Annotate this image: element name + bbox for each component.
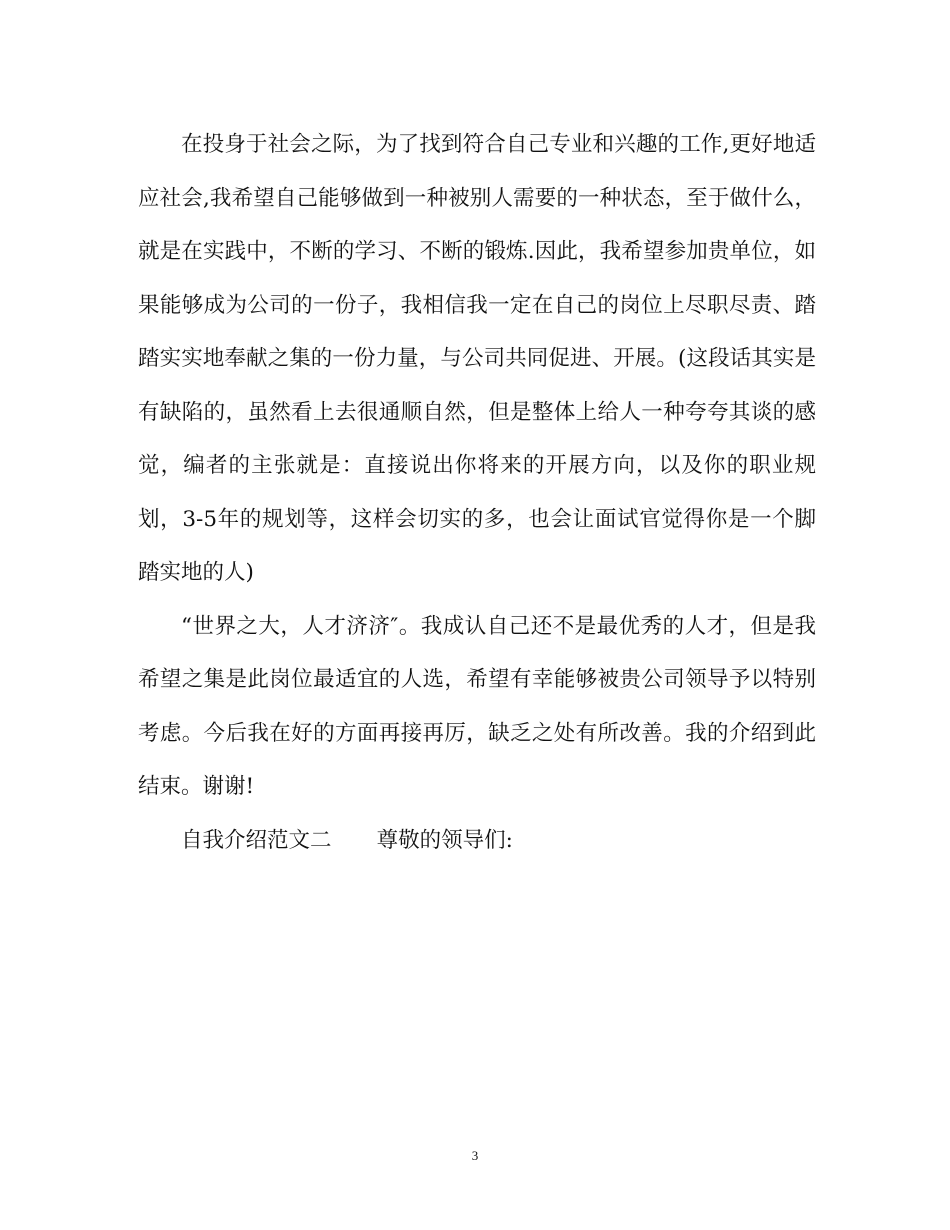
paragraph-1: 在投身于社会之际，为了找到符合自己专业和兴趣的工作,更好地适应社会,我希望自己能够做到一种被别人需要的一种状态，至于做什么，就是在实践中，不断的学习、不断的锻炼.因此，我希望参加贵单位，如果能够成为公司的一份子，我相信我一定在自己的岗位上尽职尽责、踏踏实实地奉献之集的一份力量，与公司共同促进、开展。(这段话其实是有缺陷的，虽然看上去很通顺自然，但是整体上给人一种夸夸其谈的感觉，编者的主张就是：直接说出你将来的开展方向，以及你的职业规划，3-5年的规划等，这样会切实的多，也会让面试官觉得你是一个脚踏实地的人)	[138, 132, 816, 585]
body-text	[138, 118, 816, 867]
section-title: 自我介绍范文二	[181, 827, 332, 853]
page-number: 3	[471, 1148, 479, 1163]
section-heading-line	[138, 814, 816, 868]
paragraph-2: “世界之大，人才济济″。我成认自己还不是最优秀的人才，但是我希望之集是此岗位最适宜的人选，希望有幸能够被贵公司领导予以特别考虑。今后我在好的方面再接再厉，缺乏之处有所改善。我的介绍到此结束。谢谢!	[138, 613, 816, 799]
salutation: 尊敬的领导们:	[376, 827, 513, 853]
